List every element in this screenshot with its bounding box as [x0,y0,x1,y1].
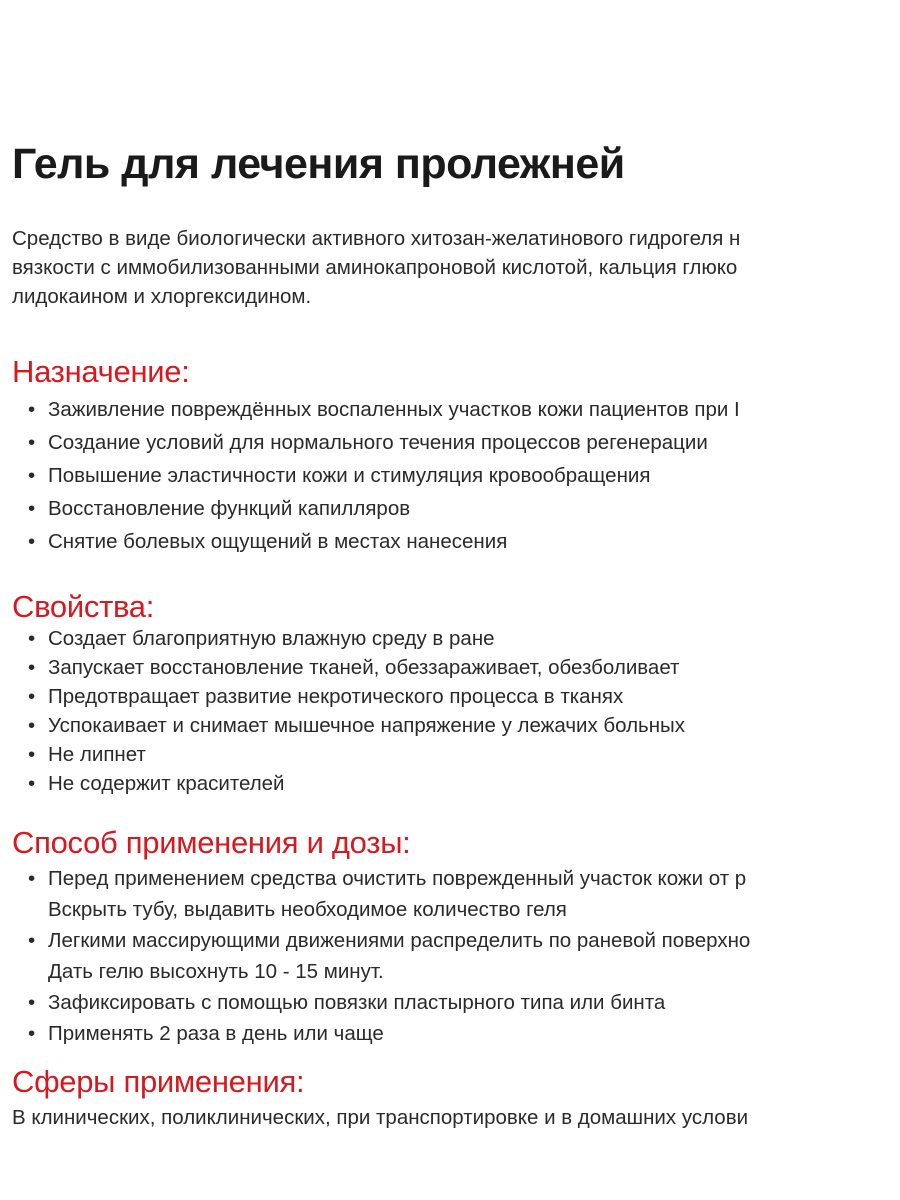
bullet-icon: • [28,685,36,708]
list-item [12,863,900,925]
intro-line: вязкости с иммобилизованными аминокапроновой кислотой, кальция глюко [12,256,738,279]
intro-paragraph [12,224,740,311]
list-item-text: Перед применением средства очистить поврежденный участок кожи от р [48,867,747,890]
list-item-text: Создает благоприятную влажную среду в ране [48,627,495,650]
bullet-icon: • [28,772,36,795]
bullet-icon: • [28,743,36,766]
list-item [12,653,900,682]
list-item [12,711,900,740]
list-item [12,769,900,798]
page-title: Гель для лечения пролежней [12,140,625,188]
bullet-icon: • [28,530,36,553]
section-purpose [12,355,900,558]
bullet-icon: • [28,398,36,421]
list-item [12,987,900,1018]
intro-line: лидокаином и хлоргексидином. [12,285,312,308]
bullet-icon: • [28,714,36,737]
document-page [12,0,900,1200]
bullet-icon: • [28,627,36,650]
list-item-text-continued: Вскрыть тубу, выдавить необходимое количество геля [48,898,567,921]
bullet-icon: • [28,991,36,1014]
list-item [12,682,900,711]
bullet-icon: • [28,431,36,454]
list-item-text: Не содержит красителей [48,772,285,795]
list-item-text-continued: Дать гелю высохнуть 10 - 15 минут. [48,960,384,983]
list-item-text: Восстановление функций капилляров [48,497,411,520]
bullet-icon: • [28,464,36,487]
list-item-text: Не липнет [48,743,146,766]
section-heading-purpose: Назначение: [12,354,190,389]
list-item [12,740,900,769]
list-item-text: Легкими массирующими движениями распределить по раневой поверхно [48,929,751,952]
list-item-text: Снятие болевых ощущений в местах нанесения [48,530,508,553]
list-item-text: Применять 2 раза в день или чаще [48,1022,384,1045]
list-item-text: Зафиксировать с помощью повязки пластырного типа или бинта [48,991,666,1014]
section-scope [12,1065,900,1132]
bullet-icon: • [28,656,36,679]
list-item-text: Предотвращает развитие некротического процесса в тканях [48,685,624,708]
purpose-list [12,393,900,558]
list-item [12,393,900,426]
list-item [12,525,900,558]
list-item-text: Повышение эластичности кожи и стимуляция кровообращения [48,464,651,487]
bullet-icon: • [28,1022,36,1045]
bullet-icon: • [28,867,36,890]
section-heading-usage: Способ применения и дозы: [12,825,411,860]
list-item [12,459,900,492]
section-usage [12,826,900,1049]
section-heading-scope: Сферы применения: [12,1064,305,1099]
section-heading-properties: Свойства: [12,589,155,624]
list-item [12,1018,900,1049]
bullet-icon: • [28,497,36,520]
section-properties [12,590,900,798]
usage-list [12,863,900,1049]
list-item [12,492,900,525]
list-item [12,925,900,987]
list-item-text: Заживление повреждённых воспаленных участков кожи пациентов при I [48,398,740,421]
intro-line: Средство в виде биологически активного хитозан-желатинового гидрогеля н [12,227,741,250]
list-item-text: Успокаивает и снимает мышечное напряжение у лежачих больных [48,714,686,737]
list-item-text: Запускает восстановление тканей, обеззараживает, обезболивает [48,656,680,679]
list-item [12,426,900,459]
scope-text: В клинических, поликлинических, при транспортировке и в домашних услови [12,1106,749,1129]
bullet-icon: • [28,929,36,952]
list-item [12,624,900,653]
list-item-text: Создание условий для нормального течения процессов регенерации [48,431,708,454]
properties-list [12,624,900,798]
